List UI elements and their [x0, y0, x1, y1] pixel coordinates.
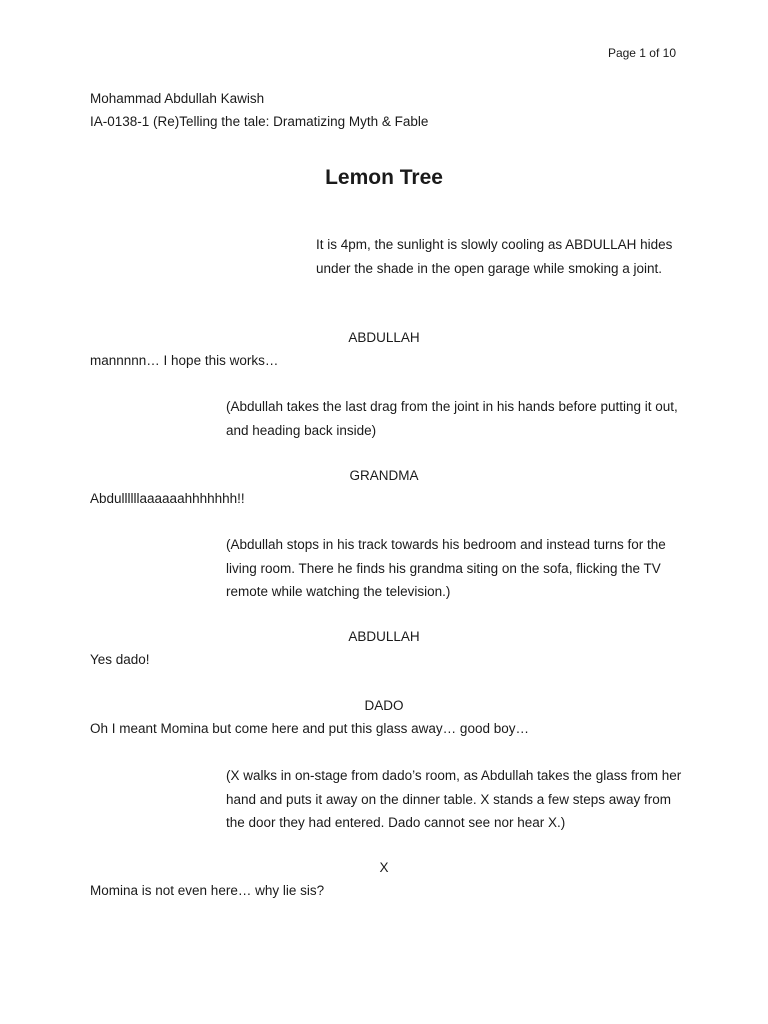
course-title: IA-0138-1 (Re)Telling the tale: Dramatizing Myth & Fable — [90, 114, 429, 129]
dialogue-line: Oh I meant Momina but come here and put this glass away… good boy… — [90, 721, 529, 736]
character-name: X — [379, 860, 389, 875]
dialogue-line: Yes dado! — [90, 652, 150, 667]
stage-direction: (X walks in on-stage from dado’s room, as Abdullah takes the glass from her hand and puts it away on the dinner table. X stands a few steps away from the door they had entered. Dado cannot see nor hear X.) — [226, 768, 682, 830]
stage-direction: It is 4pm, the sunlight is slowly cooling as ABDULLAH hides under the shade in the open garage while smoking a joint. — [316, 237, 673, 276]
play-title: Lemon Tree — [325, 166, 443, 189]
author-name: Mohammad Abdullah Kawish — [90, 91, 265, 106]
character-name: ABDULLAH — [348, 629, 420, 644]
page-number: Page 1 of 10 — [607, 46, 676, 60]
character-name: DADO — [364, 698, 404, 713]
dialogue-line: Momina is not even here… why lie sis? — [90, 883, 325, 898]
character-name: GRANDMA — [349, 468, 419, 483]
stage-direction: (Abdullah takes the last drag from the joint in his hands before putting it out, and heading back inside) — [226, 399, 678, 438]
dialogue-line: mannnnn… I hope this works… — [90, 353, 279, 368]
character-name: ABDULLAH — [348, 330, 420, 345]
stage-direction: (Abdullah stops in his track towards his bedroom and instead turns for the living room. There he finds his grandma siting on the sofa, flicking the TV remote while watching the television.) — [226, 537, 666, 599]
dialogue-line: Abdullllllaaaaaahhhhhhh!! — [90, 491, 245, 506]
